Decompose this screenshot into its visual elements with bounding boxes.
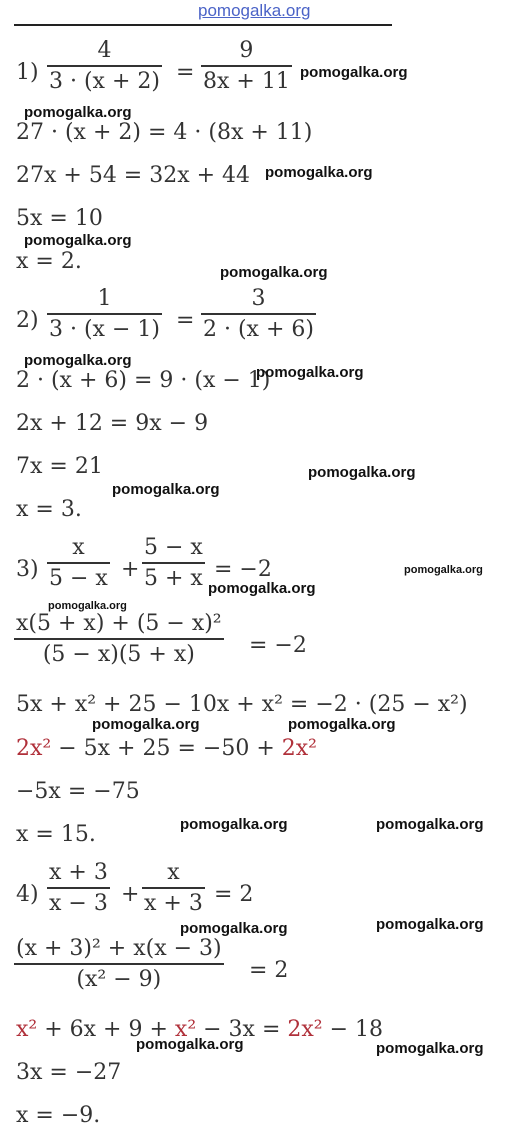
problem-1-step-3: 5x = 10 — [16, 206, 103, 231]
problem-2-step-1: 2 · (x + 6) = 9 · (x − 1) — [16, 368, 271, 393]
watermark: pomogalka.org — [48, 600, 127, 612]
equals-sign: = — [176, 60, 195, 85]
problem-2-label: 2) — [16, 308, 39, 333]
watermark: pomogalka.org — [265, 164, 373, 181]
fraction-bar — [47, 313, 162, 315]
problem-3-rhs: = −2 — [214, 557, 272, 582]
fraction-denominator: 8x + 11 — [203, 68, 290, 94]
equation-tail: − 18 — [322, 1017, 384, 1042]
watermark: pomogalka.org — [180, 816, 288, 833]
fraction-bar — [47, 65, 162, 67]
fraction-numerator: (x + 3)² + x(x − 3) — [16, 936, 222, 961]
equals-sign: = — [176, 308, 195, 333]
watermark: pomogalka.org — [404, 564, 483, 576]
cancelled-term: 2x² — [281, 736, 317, 761]
fraction-denominator: 3 · (x − 1) — [49, 316, 160, 342]
problem-1-step-2: 27x + 54 = 32x + 44 — [16, 163, 251, 188]
equation-middle: + 6x + 9 + — [37, 1017, 175, 1042]
watermark: pomogalka.org — [24, 352, 132, 369]
fraction-denominator: 5 + x — [144, 565, 203, 591]
problem-3-cancel-line — [16, 738, 317, 760]
problem-3-label: 3) — [16, 557, 39, 582]
watermark: pomogalka.org — [308, 464, 416, 481]
fraction-denominator: 5 − x — [49, 565, 108, 591]
equation-middle: − 5x + 25 = −50 + — [51, 736, 282, 761]
problem-3-step-1: −5x = −75 — [16, 779, 140, 804]
plus-sign: + — [121, 557, 140, 582]
fraction-numerator: x — [167, 860, 180, 885]
fraction-numerator: 1 — [97, 286, 112, 311]
fraction-bar — [47, 887, 110, 889]
problem-3-combined-fraction — [14, 613, 224, 666]
watermark: pomogalka.org — [256, 364, 364, 381]
fraction-denominator: (5 − x)(5 + x) — [42, 641, 195, 667]
watermark: pomogalka.org — [376, 1040, 484, 1057]
watermark: pomogalka.org — [220, 264, 328, 281]
problem-2-fraction-left — [47, 288, 162, 341]
problem-4-rhs: = 2 — [214, 882, 254, 907]
problem-4-label: 4) — [16, 882, 39, 907]
fraction-numerator: 5 − x — [144, 535, 203, 560]
problem-3-expansion: 5x + x² + 25 − 10x + x² = −2 · (25 − x²) — [16, 692, 468, 717]
problem-3-fraction-right — [142, 537, 205, 590]
problem-1-step-1: 27 · (x + 2) = 4 · (8x + 11) — [16, 120, 313, 145]
watermark: pomogalka.org — [92, 716, 200, 733]
problem-2-step-2: 2x + 12 = 9x − 9 — [16, 411, 209, 436]
watermark: pomogalka.org — [24, 104, 132, 121]
fraction-numerator: x(5 + x) + (5 − x)² — [16, 611, 222, 636]
fraction-bar — [47, 562, 110, 564]
watermark: pomogalka.org — [208, 580, 316, 597]
fraction-bar — [14, 638, 224, 640]
fraction-numerator: 4 — [97, 38, 112, 63]
header-divider — [14, 24, 392, 26]
problem-1-answer: x = 2. — [16, 249, 82, 274]
problem-4-fraction-right — [142, 862, 205, 915]
plus-sign: + — [121, 882, 140, 907]
cancelled-term: 2x² — [287, 1017, 323, 1042]
watermark: pomogalka.org — [136, 1036, 244, 1053]
watermark: pomogalka.org — [112, 481, 220, 498]
fraction-numerator: x — [72, 535, 85, 560]
problem-3-combined-rhs: = −2 — [249, 633, 307, 658]
fraction-bar — [14, 963, 224, 965]
fraction-numerator: 9 — [239, 38, 254, 63]
problem-4-fraction-left — [47, 862, 110, 915]
problem-1-fraction-left — [47, 40, 162, 93]
problem-2-fraction-right — [201, 288, 316, 341]
fraction-bar — [142, 887, 205, 889]
cancelled-term: x² — [16, 1017, 38, 1042]
fraction-denominator: 3 · (x + 2) — [49, 68, 160, 94]
watermark: pomogalka.org — [180, 920, 288, 937]
watermark: pomogalka.org — [376, 816, 484, 833]
problem-1-label: 1) — [16, 60, 39, 85]
watermark: pomogalka.org — [376, 916, 484, 933]
watermark: pomogalka.org — [24, 232, 132, 249]
fraction-bar — [142, 562, 205, 564]
fraction-denominator: (x² − 9) — [76, 966, 162, 992]
problem-3-answer: x = 15. — [16, 822, 96, 847]
fraction-denominator: x + 3 — [144, 890, 203, 916]
watermark: pomogalka.org — [300, 64, 408, 81]
cancelled-term: x² — [174, 1017, 197, 1042]
watermark: pomogalka.org — [288, 716, 396, 733]
fraction-denominator: x − 3 — [49, 890, 108, 916]
problem-3-fraction-left — [47, 537, 110, 590]
problem-1-fraction-right — [201, 40, 292, 93]
problem-4-step-1: 3x = −27 — [16, 1060, 122, 1085]
problem-4-answer: x = −9. — [16, 1103, 101, 1128]
equation-middle: − 3x = — [196, 1017, 288, 1042]
problem-2-step-3: 7x = 21 — [16, 454, 103, 479]
problem-2-answer: x = 3. — [16, 497, 82, 522]
fraction-numerator: 3 — [251, 286, 266, 311]
problem-4-combined-fraction — [14, 938, 224, 991]
fraction-denominator: 2 · (x + 6) — [203, 316, 314, 342]
problem-4-combined-rhs: = 2 — [249, 958, 289, 983]
fraction-bar — [201, 65, 292, 67]
site-link[interactable]: pomogalka.org — [198, 1, 311, 20]
cancelled-term: 2x² — [16, 736, 52, 761]
fraction-numerator: x + 3 — [49, 860, 108, 885]
fraction-bar — [201, 313, 316, 315]
